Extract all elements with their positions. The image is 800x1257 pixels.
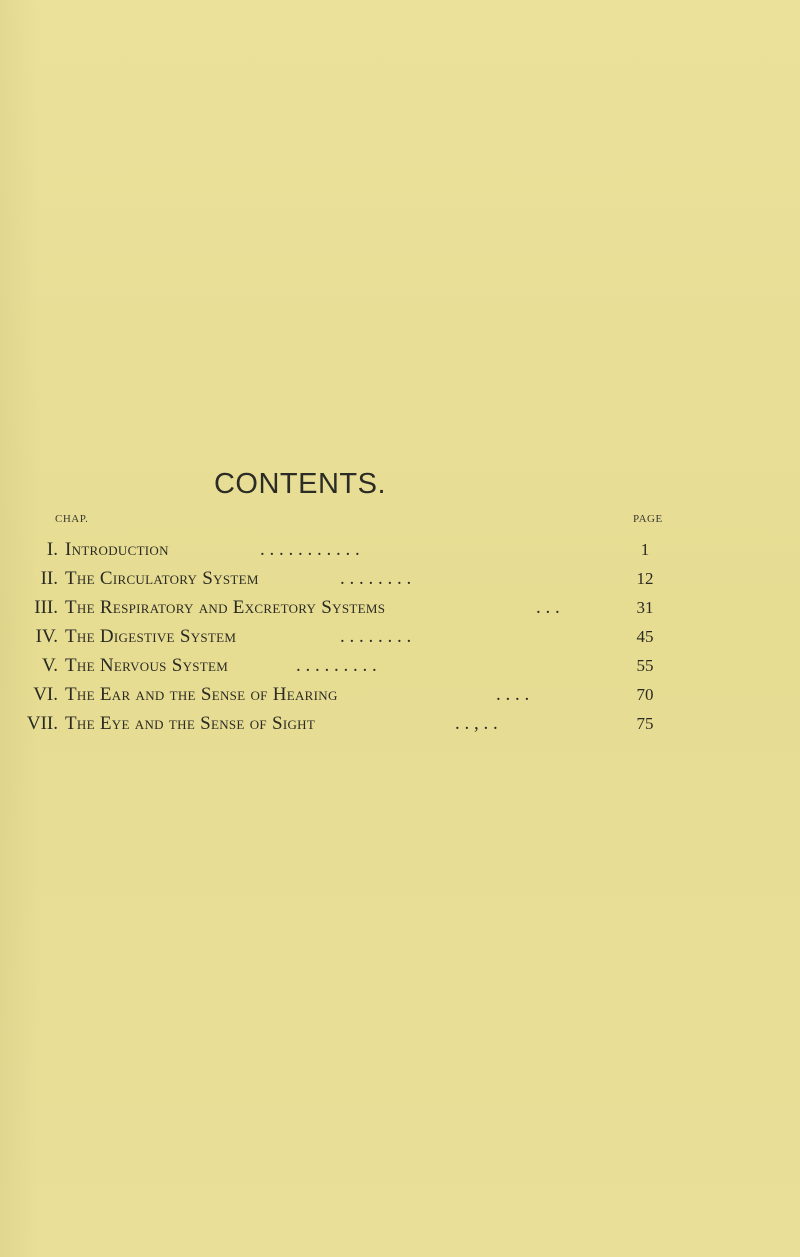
page-number: 45 <box>636 627 654 646</box>
page-number: 31 <box>636 598 654 617</box>
toc-entry[interactable] <box>0 537 800 563</box>
page-number: 75 <box>636 714 654 733</box>
chapter-number: III. <box>34 597 58 618</box>
chapter-title: Introduction <box>65 539 169 560</box>
dot-leader: . . . . <box>496 684 530 705</box>
dot-leader: . . . . . . . . <box>340 568 412 589</box>
toc-entry[interactable] <box>0 653 800 679</box>
chapter-title: The Eye and the Sense of Sight <box>65 713 316 734</box>
page-number: 55 <box>636 656 654 675</box>
contents-heading: CONTENTS. <box>213 468 387 500</box>
toc-entry[interactable] <box>0 624 800 650</box>
chapter-number: I. <box>46 539 58 560</box>
chapter-number: IV. <box>35 626 58 647</box>
dot-leader: . . . . . . . . . <box>296 655 377 676</box>
chapter-title: The Digestive System <box>65 626 237 647</box>
dot-leader: . . , . . <box>455 713 498 734</box>
page-number: 12 <box>636 569 654 588</box>
chapter-number: VI. <box>33 684 58 705</box>
toc-entry[interactable] <box>0 566 800 592</box>
toc-entry[interactable] <box>0 595 800 621</box>
toc-entry[interactable] <box>0 682 800 708</box>
toc-entry[interactable] <box>0 711 800 737</box>
chapter-number: II. <box>40 568 58 589</box>
chapter-title: The Respiratory and Excretory Systems <box>65 597 386 618</box>
chapter-title: The Ear and the Sense of Hearing <box>65 684 338 705</box>
dot-leader: . . . . . . . . . . . <box>260 539 360 560</box>
page-number: 70 <box>636 685 654 704</box>
chapter-number: V. <box>41 655 58 676</box>
dot-leader: . . . <box>536 597 560 618</box>
page-column-header: PAGE <box>633 513 663 525</box>
chapter-number: VII. <box>26 713 58 734</box>
chapter-title: The Nervous System <box>65 655 229 676</box>
page-number: 1 <box>640 540 650 559</box>
dot-leader: . . . . . . . . <box>340 626 412 647</box>
chapter-column-header: CHAP. <box>55 513 89 525</box>
chapter-title: The Circulatory System <box>65 568 259 589</box>
